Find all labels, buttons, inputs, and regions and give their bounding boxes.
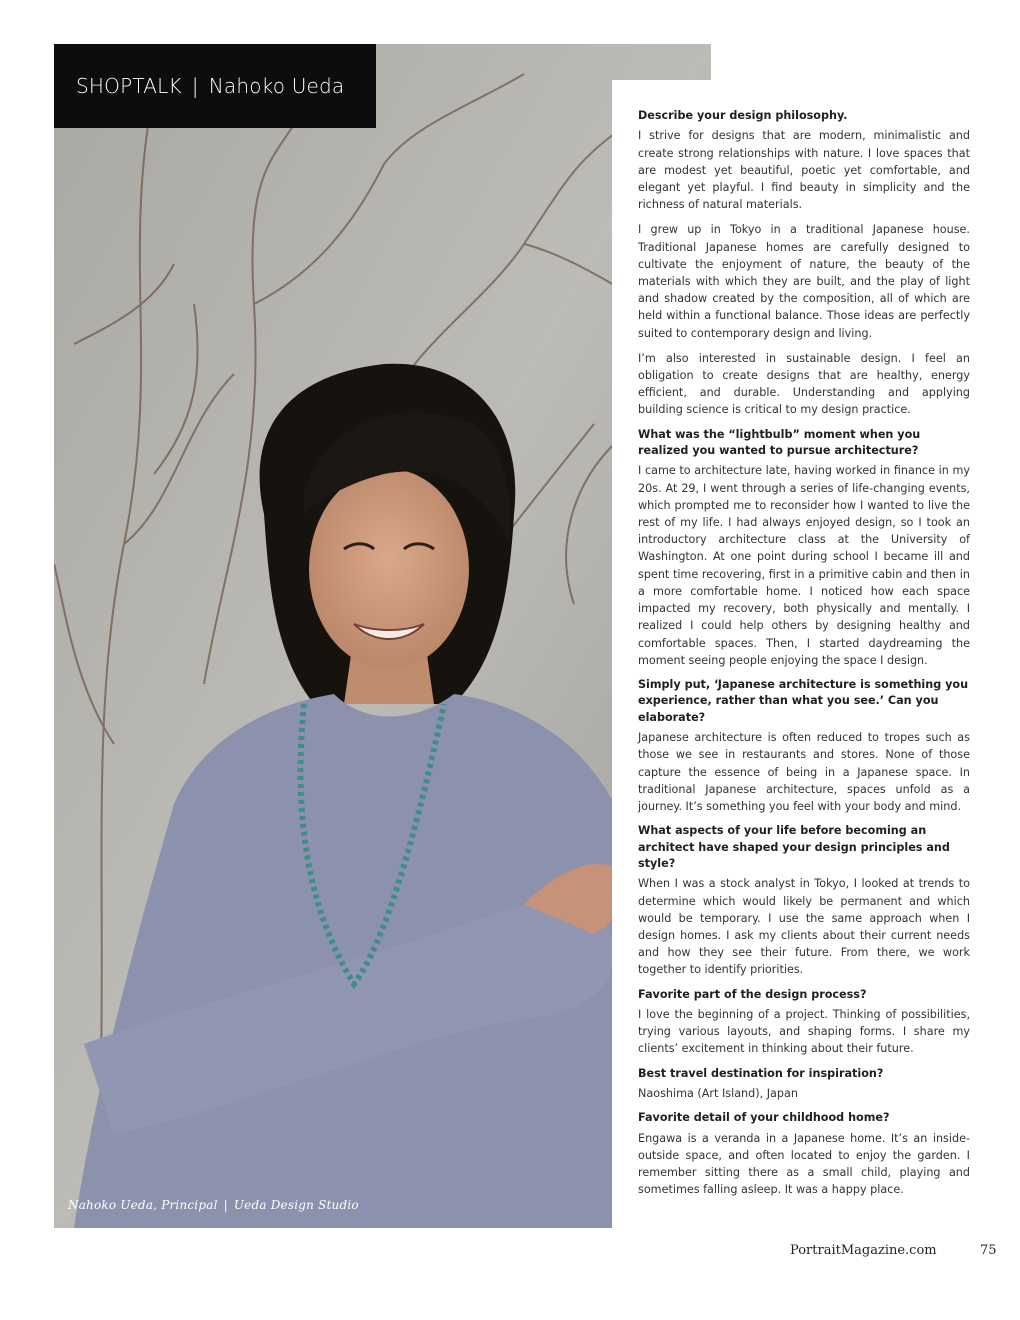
qa-block xyxy=(638,987,970,1058)
question: Favorite detail of your childhood home? xyxy=(638,1111,890,1125)
footer-website: PortraitMagazine.com xyxy=(790,1243,937,1258)
caption-separator: | xyxy=(223,1198,228,1212)
question: What was the “lightbulb” moment when you realized you wanted to pursue architecture? xyxy=(638,427,921,458)
interview-text xyxy=(612,80,1020,1228)
section-header xyxy=(54,44,376,128)
header-separator: | xyxy=(191,74,199,98)
answer-paragraph: Japanese architecture is often reduced to tropes such as those we see in restaurants and stores. None of those capture the essence of being in a Japanese space. In traditional Japanese architecture, spaces unfold as a journey. It’s something you feel with your body and mind. xyxy=(638,731,970,813)
qa-block xyxy=(638,108,970,419)
caption-name: Nahoko Ueda, Principal xyxy=(68,1198,218,1212)
answer-paragraph: I strive for designs that are modern, minimalistic and create strong relationships with nature. I love spaces that are modest yet beautiful, poetic yet comfortable, and elegant yet playful. I find beauty in simplicity and the richness of natural materials. xyxy=(638,129,970,212)
qa-block xyxy=(638,823,970,978)
qa-block xyxy=(638,427,970,669)
answer-paragraph: Engawa is a veranda in a Japanese home. It’s an inside-outside space, and often located to enjoy the garden. I remember sitting there as a small child, playing and sometimes falling asleep. It was a happy place. xyxy=(638,1131,970,1197)
subject-name: Nahoko Ueda xyxy=(208,74,345,98)
question: What aspects of your life before becoming an architect have shaped your design principles and style? xyxy=(638,824,950,870)
qa-block xyxy=(638,677,970,815)
qa-block xyxy=(638,1110,970,1198)
section-label: SHOPTALK xyxy=(76,74,182,98)
question: Simply put, ‘Japanese architecture is something you experience, rather than what you see.’ Can you elaborate? xyxy=(638,677,969,724)
answer-paragraph: Naoshima (Art Island), Japan xyxy=(638,1087,798,1100)
qa-block xyxy=(638,1066,970,1103)
page-number: 75 xyxy=(980,1243,997,1258)
question: Best travel destination for inspiration? xyxy=(638,1066,884,1080)
answer-paragraph: I came to architecture late, having worked in finance in my 20s. At 29, I went through a series of life-changing events, which prompted me to reconsider how I wanted to live the rest of my life. I had always enjoyed design, so I took an introductory architecture class at the University of Washington. At one point during school I became ill and spent time recovering, first in a primitive cabin and then in a more comfortable home. I noticed how each space impacted my recovery, both physically and mentally. I realized I could help others by designing healthy and comfortable spaces. Then, I started daydreaming the moment seeing people enjoying the space I design. xyxy=(638,464,970,667)
answer-paragraph: I grew up in Tokyo in a traditional Japanese house. Traditional Japanese homes are carefully designed to cultivate the enjoyment of nature, the beauty of the materials with which they are built, and the play of light and shadow created by the composition, all of which are held within a functional balance. Those ideas are perfectly suited to contemporary design and living. xyxy=(638,223,970,340)
question: Describe your design philosophy. xyxy=(638,109,848,122)
caption-studio: Ueda Design Studio xyxy=(233,1198,359,1212)
answer-paragraph: When I was a stock analyst in Tokyo, I looked at trends to determine which would likely be permanent and which would be temporary. I use the same approach when I design homes. I ask my clients about their current needs and how they see their future. From there, we work together to identify priorities. xyxy=(638,877,970,977)
question: Favorite part of the design process? xyxy=(638,987,867,1001)
answer-paragraph: I love the beginning of a project. Thinking of possibilities, trying various layouts, and shaping forms. I share my clients’ excitement in thinking about their future. xyxy=(638,1007,970,1056)
answer-paragraph: I’m also interested in sustainable design. I feel an obligation to create designs that are healthy, energy efficient, and durable. Understanding and applying building science is critical to my design practice. xyxy=(638,351,970,417)
photo-caption xyxy=(68,1198,359,1212)
